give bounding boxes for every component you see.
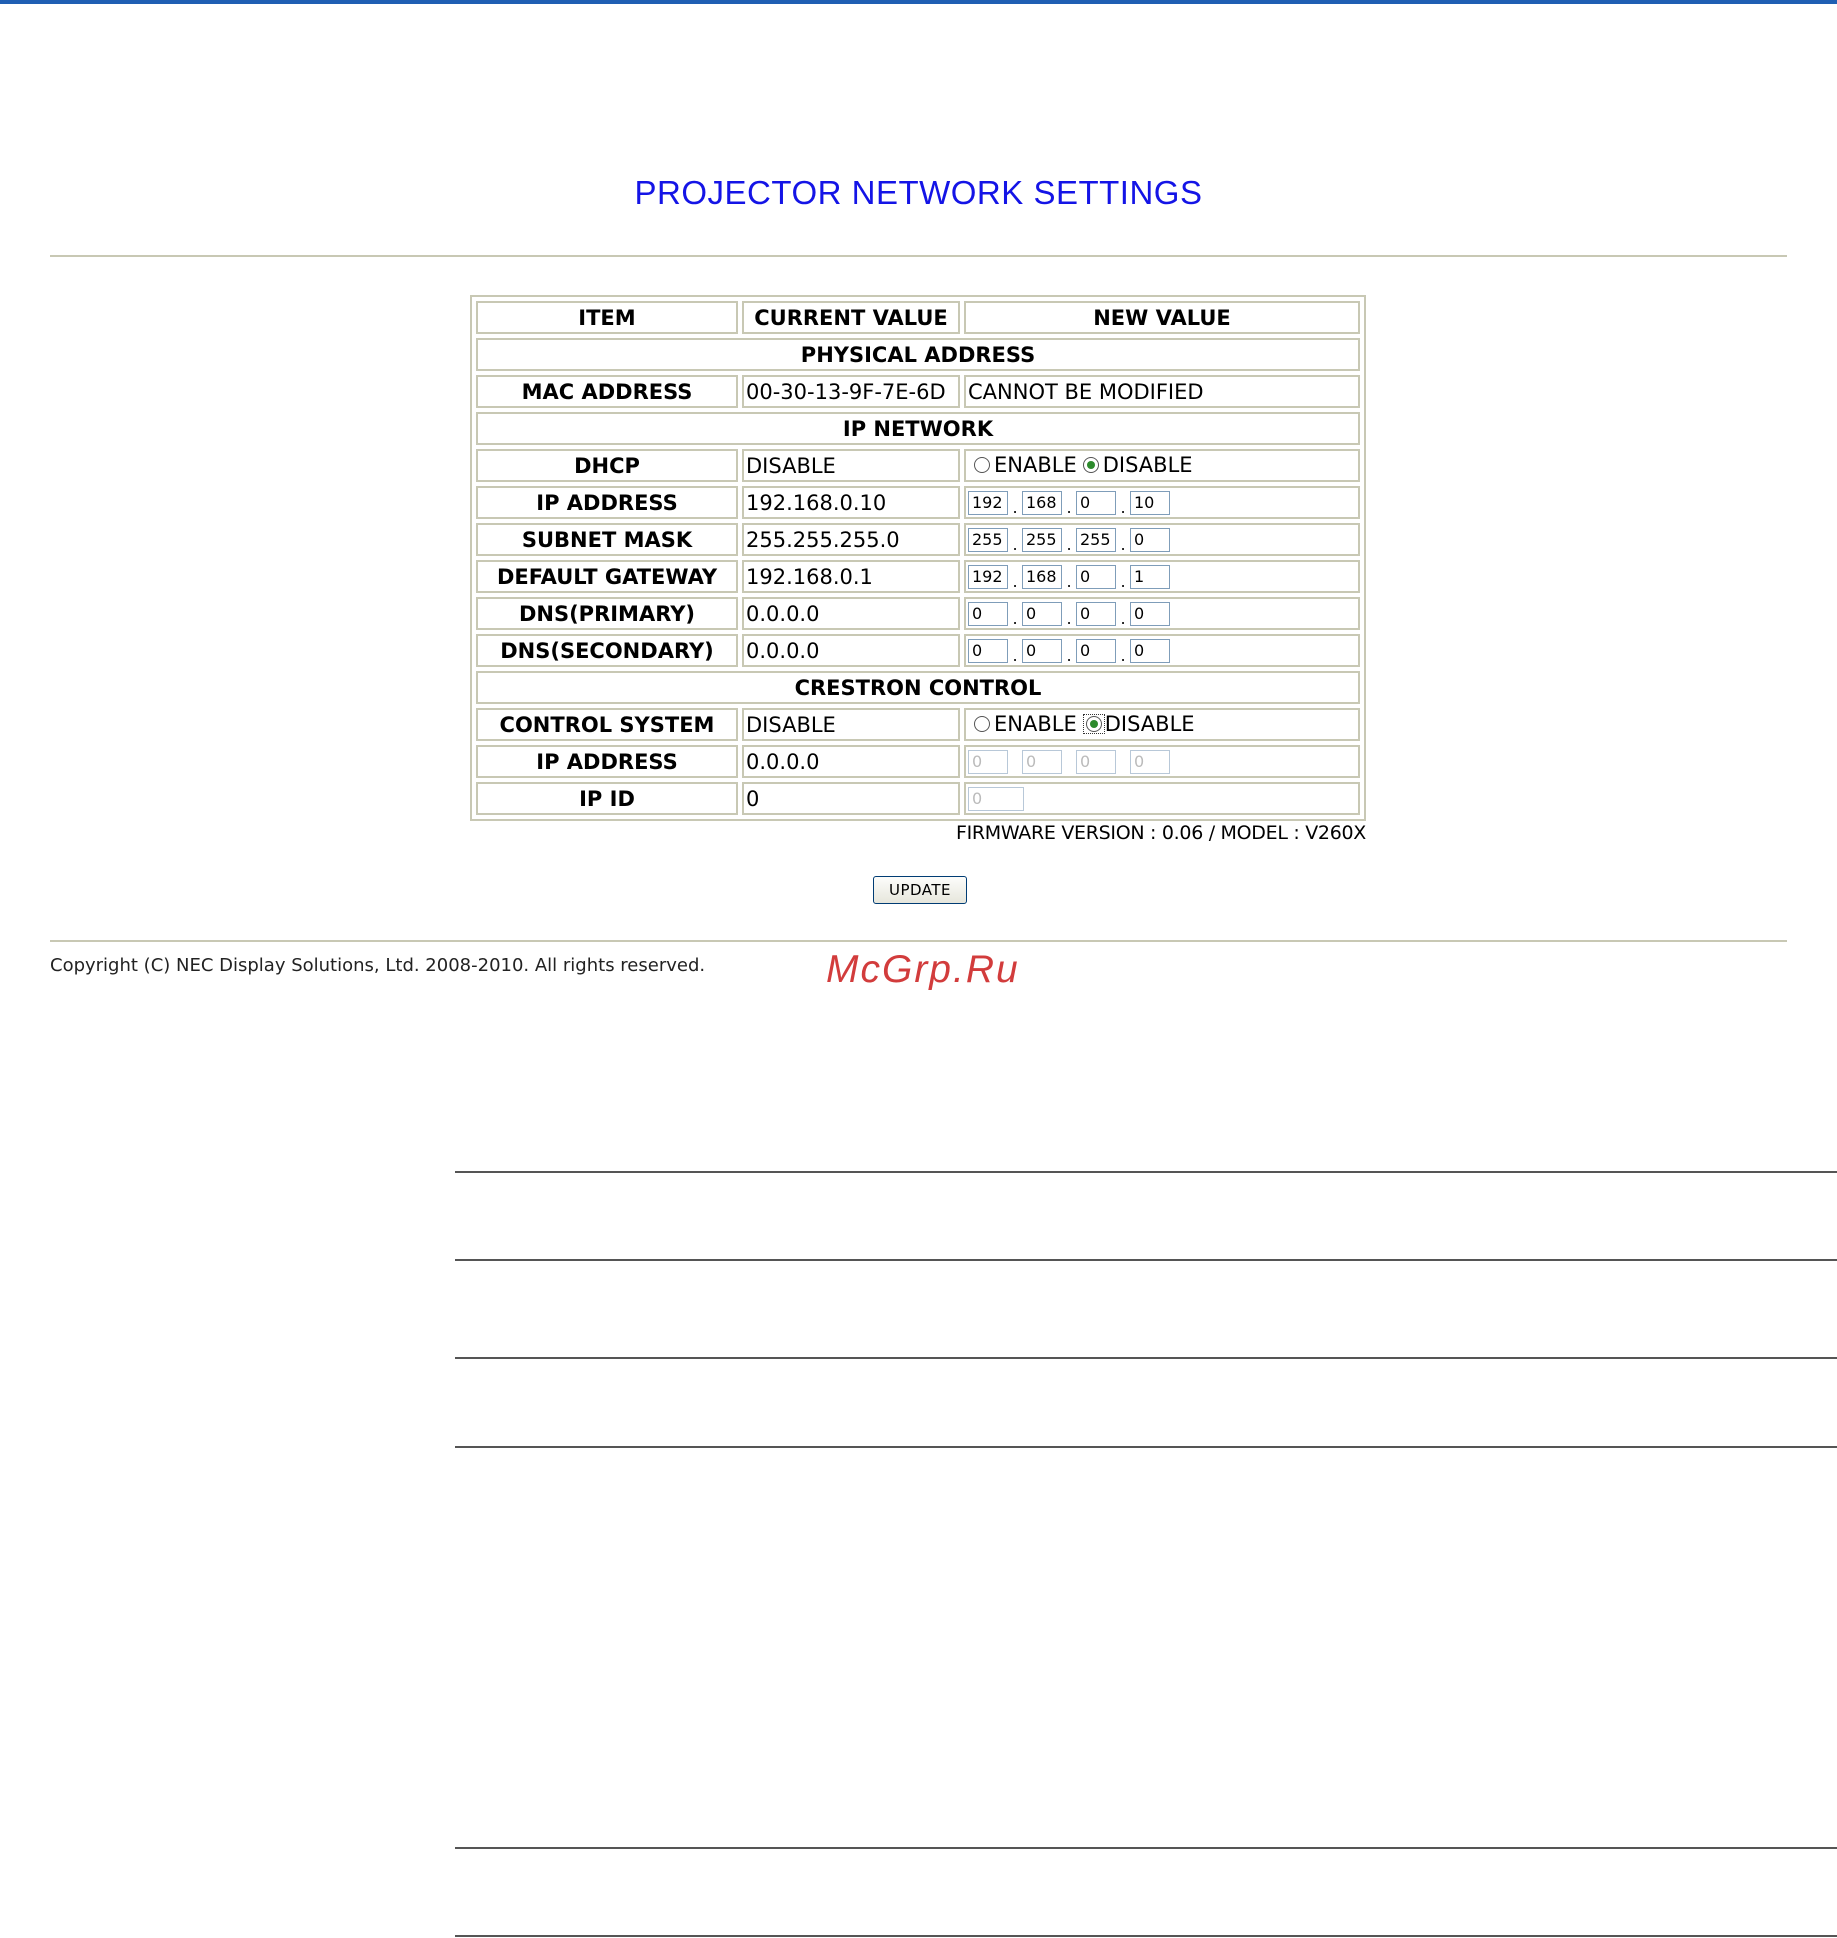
current-dns-primary: 0.0.0.0 (742, 597, 960, 630)
table-header-row (476, 301, 1360, 334)
crestron-ip-octet-3[interactable] (1076, 750, 1116, 774)
firmware-version: FIRMWARE VERSION : 0.06 / MODEL : V260X (955, 822, 1366, 844)
crestron-ip-octet-4[interactable] (1130, 750, 1170, 774)
item-subnet-mask: SUBNET MASK (476, 523, 738, 556)
update-button[interactable]: UPDATE (873, 876, 967, 904)
dns-primary-octet-1[interactable] (968, 602, 1008, 626)
gateway-octet-2[interactable] (1022, 565, 1062, 589)
document-rule (455, 1935, 1837, 1937)
ip-address-octet-1[interactable] (968, 491, 1008, 515)
item-control-system: CONTROL SYSTEM (476, 708, 738, 741)
divider-bottom (50, 940, 1787, 942)
section-row (476, 412, 1360, 445)
document-rule (455, 1259, 1837, 1261)
control-system-disable-radio[interactable] (1086, 716, 1102, 732)
dns-secondary-octet-3[interactable] (1076, 639, 1116, 663)
document-rule (455, 1847, 1837, 1849)
current-subnet-mask: 255.255.255.0 (742, 523, 960, 556)
table-row (476, 560, 1360, 593)
control-system-disable-label[interactable]: DISABLE (1104, 712, 1195, 736)
table-row (476, 486, 1360, 519)
section-row (476, 338, 1360, 371)
dhcp-radio-group (964, 449, 1360, 482)
gateway-octet-3[interactable] (1076, 565, 1116, 589)
current-ip-id: 0 (742, 782, 960, 815)
crestron-ip-inputs (964, 745, 1360, 778)
ip-address-octet-3[interactable] (1076, 491, 1116, 515)
table-row (476, 523, 1360, 556)
section-crestron-control: CRESTRON CONTROL (476, 671, 1360, 704)
top-border (0, 0, 1837, 4)
item-dns-primary: DNS(PRIMARY) (476, 597, 738, 630)
current-ip-address: 192.168.0.10 (742, 486, 960, 519)
table-row (476, 597, 1360, 630)
ip-id-input-cell (964, 782, 1360, 815)
control-system-radio-group (964, 708, 1360, 741)
item-dhcp: DHCP (476, 449, 738, 482)
item-dns-secondary: DNS(SECONDARY) (476, 634, 738, 667)
section-row (476, 671, 1360, 704)
dhcp-enable-radio[interactable] (974, 457, 990, 473)
dns-primary-octet-3[interactable] (1076, 602, 1116, 626)
ip-address-octet-2[interactable] (1022, 491, 1062, 515)
item-mac-address: MAC ADDRESS (476, 375, 738, 408)
document-rule (455, 1171, 1837, 1173)
section-ip-network: IP NETWORK (476, 412, 1360, 445)
dns-secondary-octet-4[interactable] (1130, 639, 1170, 663)
gateway-octet-4[interactable] (1130, 565, 1170, 589)
header-current-value: CURRENT VALUE (742, 301, 960, 334)
network-settings-table (470, 295, 1366, 821)
copyright-text: Copyright (C) NEC Display Solutions, Ltd. 2008-2010. All rights reserved. (50, 955, 706, 976)
crestron-ip-octet-1[interactable] (968, 750, 1008, 774)
dhcp-disable-label[interactable]: DISABLE (1102, 453, 1193, 477)
current-crestron-ip-address: 0.0.0.0 (742, 745, 960, 778)
section-physical-address: PHYSICAL ADDRESS (476, 338, 1360, 371)
document-rule (455, 1357, 1837, 1359)
crestron-ip-octet-2[interactable] (1022, 750, 1062, 774)
watermark-logo: McGrp.Ru (826, 948, 1020, 991)
item-ip-address: IP ADDRESS (476, 486, 738, 519)
dhcp-disable-radio[interactable] (1083, 457, 1099, 473)
item-ip-id: IP ID (476, 782, 738, 815)
table-row (476, 782, 1360, 815)
current-default-gateway: 192.168.0.1 (742, 560, 960, 593)
table-row (476, 449, 1360, 482)
dns-primary-octet-4[interactable] (1130, 602, 1170, 626)
dns-secondary-octet-1[interactable] (968, 639, 1008, 663)
table-row (476, 708, 1360, 741)
default-gateway-inputs: 192 .168 .0 .1 (964, 560, 1360, 593)
ip-address-inputs: 192 .168 .0 .10 (964, 486, 1360, 519)
divider-top (50, 255, 1787, 257)
control-system-disable-focus[interactable] (1083, 714, 1105, 734)
new-mac-address-note: CANNOT BE MODIFIED (964, 375, 1360, 408)
subnet-mask-octet-3[interactable] (1076, 528, 1116, 552)
current-dns-secondary: 0.0.0.0 (742, 634, 960, 667)
ip-id-input[interactable] (968, 787, 1024, 811)
header-new-value: NEW VALUE (964, 301, 1360, 334)
dns-secondary-inputs: 0 .0 .0 .0 (964, 634, 1360, 667)
table-row (476, 745, 1360, 778)
table-row (476, 634, 1360, 667)
ip-address-octet-4[interactable] (1130, 491, 1170, 515)
subnet-mask-octet-2[interactable] (1022, 528, 1062, 552)
dns-secondary-octet-2[interactable] (1022, 639, 1062, 663)
dns-primary-octet-2[interactable] (1022, 602, 1062, 626)
dns-primary-inputs: 0 .0 .0 .0 (964, 597, 1360, 630)
page-title: PROJECTOR NETWORK SETTINGS (634, 174, 1203, 211)
control-system-enable-label[interactable]: ENABLE (994, 712, 1077, 736)
subnet-mask-octet-4[interactable] (1130, 528, 1170, 552)
dhcp-enable-label[interactable]: ENABLE (994, 453, 1077, 477)
item-default-gateway: DEFAULT GATEWAY (476, 560, 738, 593)
current-mac-address: 00-30-13-9F-7E-6D (742, 375, 960, 408)
current-control-system: DISABLE (742, 708, 960, 741)
subnet-mask-inputs: 255 .255 .255 .0 (964, 523, 1360, 556)
control-system-enable-radio[interactable] (974, 716, 990, 732)
header-item: ITEM (476, 301, 738, 334)
gateway-octet-1[interactable] (968, 565, 1008, 589)
document-rule (455, 1446, 1837, 1448)
subnet-mask-octet-1[interactable] (968, 528, 1008, 552)
table-row (476, 375, 1360, 408)
current-dhcp: DISABLE (742, 449, 960, 482)
item-crestron-ip-address: IP ADDRESS (476, 745, 738, 778)
